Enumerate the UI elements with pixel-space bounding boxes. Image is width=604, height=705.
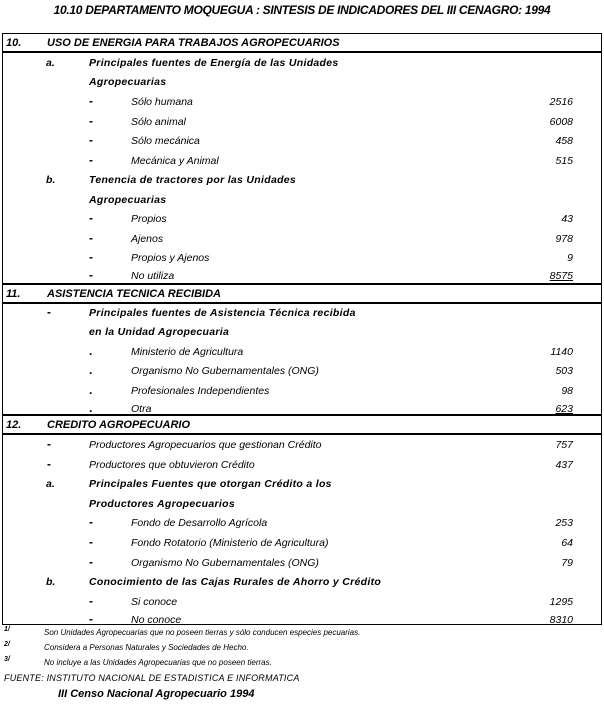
row-label: Ministerio de Agricultura xyxy=(131,346,244,358)
row-value: 79 xyxy=(561,557,573,569)
section-label: USO DE ENERGIA PARA TRABAJOS AGROPECUARIOS xyxy=(47,37,340,49)
section-header-10 xyxy=(3,34,601,53)
row-label: Agropecuarias xyxy=(89,194,167,206)
subsection-row xyxy=(3,476,601,494)
bullet-icon: - xyxy=(89,114,93,128)
row-label: Principales fuentes de Asistencia Técnica recibida xyxy=(89,307,356,319)
data-row xyxy=(3,153,601,171)
data-row xyxy=(3,555,601,573)
section-number: 12. xyxy=(6,419,22,431)
row-marker: b. xyxy=(46,174,56,186)
footnote-mark: 2/ xyxy=(4,641,10,648)
row-value: 623 xyxy=(555,403,573,415)
bullet-icon: - xyxy=(47,457,51,471)
row-value: 437 xyxy=(555,459,573,471)
row-label: Propios y Ajenos xyxy=(131,252,210,264)
bullet-icon: - xyxy=(47,305,51,319)
footnote xyxy=(0,628,604,642)
row-value: 978 xyxy=(555,233,573,245)
row-label: Fondo de Desarrollo Agrícola xyxy=(131,517,268,529)
subsection-row xyxy=(3,172,601,190)
data-row xyxy=(3,133,601,151)
data-row xyxy=(3,211,601,229)
section-header-12 xyxy=(3,414,601,435)
row-value: 458 xyxy=(555,135,573,147)
subsection-row xyxy=(3,305,601,323)
row-label: Otra xyxy=(131,403,152,415)
row-label: Principales Fuentes que otorgan Crédito a los xyxy=(89,478,332,490)
page-title: 10.10 DEPARTAMENTO MOQUEGUA : SINTESIS DE INDICADORES DEL III CENAGRO: 1994 xyxy=(53,3,551,17)
indicators-table xyxy=(2,33,602,625)
data-row xyxy=(3,535,601,553)
data-row xyxy=(3,594,601,612)
bullet-icon: - xyxy=(89,94,93,108)
bullet-icon: - xyxy=(89,231,93,245)
row-label: Productores Agropecuarios que gestionan Crédito xyxy=(89,439,322,451)
section-label: CREDITO AGROPECUARIO xyxy=(47,419,191,431)
section-label: ASISTENCIA TECNICA RECIBIDA xyxy=(47,288,221,300)
row-value: 9 xyxy=(567,252,573,264)
subsection-row xyxy=(3,55,601,73)
data-row xyxy=(3,344,601,362)
row-value: 98 xyxy=(561,385,573,397)
row-marker: a. xyxy=(46,478,55,490)
row-value: 253 xyxy=(555,517,573,529)
row-label: Sólo humana xyxy=(131,96,193,108)
row-value: 64 xyxy=(561,537,573,549)
row-label: Si conoce xyxy=(131,596,178,608)
data-row xyxy=(3,114,601,132)
subsection-row xyxy=(3,192,601,210)
row-label: Organismo No Gubernamentales (ONG) xyxy=(131,365,319,377)
data-row xyxy=(3,231,601,249)
bullet-icon: - xyxy=(47,437,51,451)
bullet-icon: - xyxy=(89,211,93,225)
row-label: Productores Agropecuarios xyxy=(89,498,235,510)
row-label: Productores que obtuvieron Crédito xyxy=(89,459,255,471)
row-value: 503 xyxy=(555,365,573,377)
footnote-mark: 3/ xyxy=(4,656,10,663)
bullet-icon: - xyxy=(89,535,93,549)
footnote-text: No incluye a las Unidades Agropecuarias que no poseen tierras. xyxy=(44,658,272,667)
row-label: Sólo mecánica xyxy=(131,135,200,147)
bullet-icon: . xyxy=(89,363,93,377)
row-label: Principales fuentes de Energía de las Unidades xyxy=(89,57,339,69)
footnote-text: Considera a Personas Naturales y Sociedades de Hecho. xyxy=(44,643,249,652)
source-line: FUENTE: INSTITUTO NACIONAL DE ESTADISTICA E INFORMATICA xyxy=(4,673,300,683)
bullet-icon: - xyxy=(89,555,93,569)
bullet-icon: - xyxy=(89,515,93,529)
row-label: Propios xyxy=(131,213,167,225)
row-value: 757 xyxy=(555,439,573,451)
section-header-11 xyxy=(3,283,601,304)
row-value: 6008 xyxy=(549,116,573,128)
data-row xyxy=(3,383,601,401)
bullet-icon: - xyxy=(89,153,93,167)
row-value: 1295 xyxy=(549,596,573,608)
row-value: 8310 xyxy=(549,614,573,626)
subsection-row xyxy=(3,74,601,92)
section-number: 11. xyxy=(6,288,21,300)
row-value: 1140 xyxy=(550,346,573,358)
bullet-icon: - xyxy=(89,612,93,626)
bullet-icon: . xyxy=(89,383,93,397)
row-value: 43 xyxy=(561,213,573,225)
bullet-icon: - xyxy=(89,268,93,282)
row-label: No utiliza xyxy=(131,270,175,282)
row-label: Ajenos xyxy=(131,233,164,245)
row-value: 2516 xyxy=(549,96,573,108)
data-row xyxy=(3,250,601,268)
bullet-icon: - xyxy=(89,250,93,264)
data-row xyxy=(3,94,601,112)
bullet-icon: . xyxy=(89,401,93,415)
subsection-row xyxy=(3,496,601,514)
row-label: Mecánica y Animal xyxy=(131,155,219,167)
data-row xyxy=(3,515,601,533)
census-caption: III Censo Nacional Agropecuario 1994 xyxy=(58,688,255,700)
row-label: Sólo animal xyxy=(131,116,186,128)
row-marker: b. xyxy=(46,576,56,588)
row-label: Profesionales Independientes xyxy=(131,385,270,397)
footnote-text: Son Unidades Agropecuarias que no poseen tierras y sólo conducen especies pecuarias. xyxy=(44,628,361,637)
row-label: Agropecuarias xyxy=(89,76,167,88)
data-row xyxy=(3,437,601,455)
footnote-mark: 1/ xyxy=(4,626,10,633)
bullet-icon: . xyxy=(89,344,93,358)
section-number: 10. xyxy=(6,37,22,49)
row-marker: a. xyxy=(46,57,55,69)
row-label: Conocimiento de las Cajas Rurales de Ahorro y Crédito xyxy=(89,576,382,588)
row-value: 8575 xyxy=(549,270,573,282)
data-row xyxy=(3,457,601,475)
bullet-icon: - xyxy=(89,594,93,608)
row-label: en la Unidad Agropecuaria xyxy=(89,326,230,338)
data-row xyxy=(3,363,601,381)
row-label: No conoce xyxy=(131,614,182,626)
subsection-row xyxy=(3,324,601,342)
row-label: Tenencia de tractores por las Unidades xyxy=(89,174,297,186)
row-value: 515 xyxy=(555,155,573,167)
footnote xyxy=(0,643,604,657)
bullet-icon: - xyxy=(89,133,93,147)
footnote xyxy=(0,658,604,672)
row-label: Fondo Rotatorio (Ministerio de Agricultura) xyxy=(131,537,329,549)
subsection-row xyxy=(3,574,601,592)
row-label: Organismo No Gubernamentales (ONG) xyxy=(131,557,319,569)
